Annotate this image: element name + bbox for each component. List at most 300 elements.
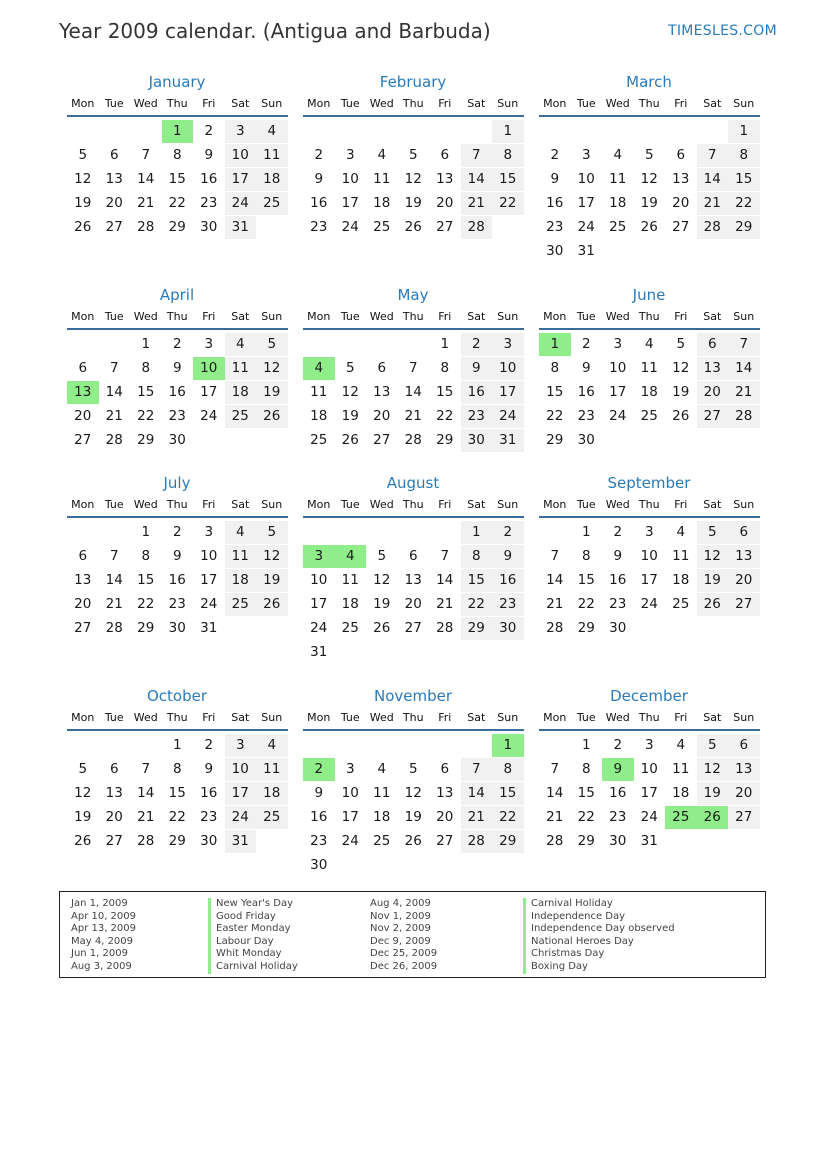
day-cell: 9 [550, 171, 560, 187]
week-row [67, 405, 289, 429]
day-cell: 10 [341, 785, 359, 801]
weekday-label: Tue [340, 498, 360, 511]
weekday-label: Fri [438, 310, 452, 323]
day-cell: 25 [373, 219, 391, 235]
day-cell: 30 [492, 617, 524, 640]
week-row [539, 545, 761, 569]
day-cell: 30 [168, 620, 186, 636]
week-row [303, 758, 525, 782]
header-divider [303, 328, 524, 330]
day-cell: 19 [256, 381, 288, 404]
holiday-day-cell: 1 [539, 333, 571, 356]
empty-cell [461, 120, 493, 143]
week-row [303, 569, 525, 593]
day-cell: 21 [105, 408, 123, 424]
day-cell: 6 [109, 761, 119, 777]
day-cell: 15 [168, 171, 186, 187]
weekday-label: Sun [497, 711, 519, 724]
weekday-label: Sun [497, 310, 519, 323]
day-cell: 9 [172, 548, 182, 564]
day-cell: 4 [225, 333, 257, 356]
day-cell: 10 [492, 357, 524, 380]
day-cell: 30 [609, 620, 627, 636]
weekday-label: Fri [202, 97, 216, 110]
legend-names-right [523, 898, 675, 974]
day-cell: 28 [546, 620, 564, 636]
day-cell: 15 [137, 572, 155, 588]
day-cell: 8 [581, 548, 591, 564]
weekday-label: Tue [340, 711, 360, 724]
weekday-label: Thu [402, 711, 424, 724]
weekday-label: Fri [674, 711, 688, 724]
day-cell: 13 [728, 758, 760, 781]
empty-cell [303, 120, 335, 143]
empty-cell [366, 333, 398, 356]
day-cell: 11 [256, 144, 288, 167]
week-row [303, 120, 525, 144]
empty-cell [366, 734, 398, 757]
day-cell: 3 [225, 734, 257, 757]
holiday-day-cell: 4 [303, 357, 335, 380]
header-divider [539, 328, 760, 330]
site-brand-link[interactable]: TIMESLES.COM [668, 23, 777, 39]
empty-cell [67, 333, 99, 356]
day-cell: 9 [581, 360, 591, 376]
day-cell: 30 [546, 243, 564, 259]
holiday-day-cell: 26 [697, 806, 729, 829]
empty-cell [539, 734, 571, 757]
day-cell: 9 [314, 171, 324, 187]
weekday-label: Sat [703, 498, 722, 511]
week-row [303, 641, 525, 665]
month-name: July [163, 474, 191, 492]
day-cell: 10 [577, 171, 595, 187]
day-cell: 18 [609, 195, 627, 211]
day-cell: 9 [492, 545, 524, 568]
week-row [67, 593, 289, 617]
day-cell: 28 [728, 405, 760, 428]
day-cell: 19 [672, 384, 690, 400]
day-cell: 20 [436, 809, 454, 825]
day-cell: 24 [225, 192, 257, 215]
day-cell: 14 [461, 168, 493, 191]
legend-date: Dec 25, 2009 [370, 948, 438, 960]
week-row [303, 168, 525, 192]
day-cell: 16 [310, 195, 328, 211]
day-cell: 5 [256, 521, 288, 544]
day-cell: 23 [577, 408, 595, 424]
week-row [539, 240, 761, 264]
day-cell: 1 [141, 336, 151, 352]
weekday-label: Wed [369, 97, 394, 110]
weekday-header [539, 309, 761, 327]
day-cell: 29 [168, 833, 186, 849]
day-cell: 25 [672, 596, 690, 612]
empty-cell [303, 734, 335, 757]
weekday-label: Tue [104, 498, 124, 511]
weekday-header [67, 497, 289, 515]
day-cell: 24 [609, 408, 627, 424]
day-cell: 16 [168, 384, 186, 400]
day-cell: 16 [492, 569, 524, 592]
day-cell: 16 [461, 381, 493, 404]
legend-holiday-name: Independence Day observed [523, 923, 675, 936]
legend-holiday-name: Labour Day [208, 936, 298, 949]
week-row [539, 521, 761, 545]
day-cell: 18 [373, 195, 391, 211]
week-row [303, 144, 525, 168]
day-cell: 13 [436, 171, 454, 187]
month-name: October [146, 687, 208, 705]
day-cell: 12 [74, 785, 92, 801]
week-row [539, 782, 761, 806]
empty-cell [697, 830, 729, 853]
weekday-label: Thu [166, 310, 188, 323]
weekday-label: Sun [733, 711, 755, 724]
day-cell: 20 [74, 596, 92, 612]
weekday-header [67, 96, 289, 114]
day-cell: 11 [225, 545, 257, 568]
day-cell: 29 [168, 219, 186, 235]
empty-cell [99, 120, 131, 143]
empty-cell [539, 521, 571, 544]
day-cell: 3 [644, 737, 654, 753]
day-cell: 14 [697, 168, 729, 191]
empty-cell [634, 120, 666, 143]
month-name: January [148, 73, 206, 91]
day-cell: 15 [577, 785, 595, 801]
day-cell: 22 [436, 408, 454, 424]
day-cell: 10 [609, 360, 627, 376]
legend-date: Jan 1, 2009 [71, 898, 128, 909]
empty-cell [366, 120, 398, 143]
day-cell: 30 [200, 219, 218, 235]
day-cell: 11 [256, 758, 288, 781]
empty-cell [665, 617, 697, 640]
week-row [303, 734, 525, 758]
week-row [67, 806, 289, 830]
day-cell: 2 [613, 737, 623, 753]
weekday-header [539, 96, 761, 114]
weekday-label: Sun [261, 498, 283, 511]
day-cell: 18 [672, 785, 690, 801]
weekday-label: Tue [340, 310, 360, 323]
day-cell: 29 [436, 432, 454, 448]
week-row [539, 758, 761, 782]
day-cell: 16 [609, 572, 627, 588]
day-cell: 11 [640, 360, 658, 376]
weekday-label: Sun [733, 310, 755, 323]
day-cell: 28 [137, 219, 155, 235]
legend-holiday-name: Easter Monday [208, 923, 298, 936]
weekday-label: Wed [605, 97, 630, 110]
header-divider [67, 328, 288, 330]
empty-cell [303, 333, 335, 356]
day-cell: 5 [408, 761, 418, 777]
day-cell: 16 [200, 785, 218, 801]
month-name: March [626, 73, 672, 91]
empty-cell [256, 617, 288, 640]
header-divider [303, 729, 524, 731]
day-cell: 8 [141, 360, 151, 376]
day-cell: 23 [168, 596, 186, 612]
day-cell: 26 [373, 620, 391, 636]
day-cell: 10 [225, 758, 257, 781]
empty-cell [303, 521, 335, 544]
day-cell: 21 [137, 195, 155, 211]
empty-cell [335, 854, 367, 877]
day-cell: 16 [609, 785, 627, 801]
empty-cell [67, 521, 99, 544]
empty-cell [130, 120, 162, 143]
day-cell: 29 [137, 432, 155, 448]
day-cell: 26 [74, 219, 92, 235]
week-row [303, 617, 525, 641]
day-cell: 27 [728, 806, 760, 829]
day-cell: 13 [436, 785, 454, 801]
weekday-label: Sat [703, 97, 722, 110]
month-november [303, 686, 525, 878]
day-cell: 8 [492, 758, 524, 781]
weekday-label: Mon [71, 310, 95, 323]
day-cell: 25 [640, 408, 658, 424]
day-cell: 14 [137, 171, 155, 187]
day-cell: 15 [492, 168, 524, 191]
day-cell: 7 [550, 548, 560, 564]
weekday-header [67, 710, 289, 728]
day-cell: 17 [200, 384, 218, 400]
empty-cell [728, 617, 760, 640]
day-cell: 12 [697, 758, 729, 781]
day-cell: 24 [492, 405, 524, 428]
week-row [539, 168, 761, 192]
weekday-label: Wed [605, 310, 630, 323]
day-cell: 4 [676, 737, 686, 753]
day-cell: 16 [546, 195, 564, 211]
day-cell: 8 [550, 360, 560, 376]
legend-date: Nov 1, 2009 [370, 910, 431, 922]
day-cell: 14 [105, 384, 123, 400]
day-cell: 4 [377, 761, 387, 777]
day-cell: 8 [172, 761, 182, 777]
week-row [67, 429, 289, 453]
month-june [539, 285, 761, 453]
day-cell: 3 [644, 524, 654, 540]
weekday-label: Mon [307, 498, 331, 511]
weekday-label: Mon [307, 310, 331, 323]
holiday-legend [59, 891, 766, 978]
empty-cell [665, 120, 697, 143]
week-row [67, 216, 289, 240]
day-cell: 11 [310, 384, 328, 400]
day-cell: 20 [373, 408, 391, 424]
day-cell: 14 [546, 572, 564, 588]
day-cell: 4 [377, 147, 387, 163]
day-cell: 8 [440, 360, 450, 376]
day-cell: 14 [436, 572, 454, 588]
day-cell: 10 [640, 548, 658, 564]
day-cell: 27 [436, 833, 454, 849]
week-row [67, 758, 289, 782]
month-april [67, 285, 289, 453]
day-cell: 29 [728, 216, 760, 239]
day-cell: 3 [225, 120, 257, 143]
day-cell: 15 [436, 384, 454, 400]
day-cell: 21 [461, 806, 493, 829]
week-row [303, 521, 525, 545]
month-name: December [610, 687, 688, 705]
day-cell: 17 [225, 782, 257, 805]
day-cell: 15 [728, 168, 760, 191]
day-cell: 14 [404, 384, 422, 400]
weekday-label: Wed [133, 711, 158, 724]
day-cell: 31 [492, 429, 524, 452]
weekday-label: Fri [674, 310, 688, 323]
day-cell: 11 [672, 548, 690, 564]
day-cell: 30 [609, 833, 627, 849]
weekday-label: Fri [438, 97, 452, 110]
day-cell: 7 [550, 761, 560, 777]
legend-holiday-name: National Heroes Day [523, 936, 675, 949]
weekday-label: Tue [104, 711, 124, 724]
day-cell: 22 [728, 192, 760, 215]
day-cell: 18 [640, 384, 658, 400]
day-cell: 2 [314, 147, 324, 163]
month-name: August [386, 474, 440, 492]
legend-holiday-name: Independence Day [523, 911, 675, 924]
empty-cell [99, 734, 131, 757]
day-cell: 21 [697, 192, 729, 215]
day-cell: 28 [697, 216, 729, 239]
day-cell: 14 [105, 572, 123, 588]
day-cell: 14 [728, 357, 760, 380]
day-cell: 28 [404, 432, 422, 448]
empty-cell [665, 240, 697, 263]
week-row [67, 120, 289, 144]
day-cell: 10 [200, 548, 218, 564]
day-cell: 22 [137, 408, 155, 424]
weekday-label: Thu [402, 310, 424, 323]
week-row [539, 617, 761, 641]
day-cell: 17 [225, 168, 257, 191]
day-cell: 20 [672, 195, 690, 211]
day-cell: 2 [172, 336, 182, 352]
weekday-label: Wed [605, 711, 630, 724]
empty-cell [602, 120, 634, 143]
day-cell: 19 [373, 596, 391, 612]
day-cell: 21 [105, 596, 123, 612]
day-cell: 17 [341, 809, 359, 825]
day-cell: 26 [256, 405, 288, 428]
day-cell: 15 [461, 569, 493, 592]
day-cell: 12 [404, 171, 422, 187]
day-cell: 26 [404, 219, 422, 235]
day-cell: 31 [310, 644, 328, 660]
day-cell: 8 [581, 761, 591, 777]
weekday-label: Sun [261, 97, 283, 110]
day-cell: 28 [105, 620, 123, 636]
day-cell: 1 [461, 521, 493, 544]
day-cell: 11 [373, 171, 391, 187]
day-cell: 14 [546, 785, 564, 801]
empty-cell [67, 120, 99, 143]
day-cell: 23 [492, 593, 524, 616]
empty-cell [492, 854, 524, 877]
day-cell: 9 [613, 548, 623, 564]
day-cell: 23 [461, 405, 493, 428]
day-cell: 25 [341, 620, 359, 636]
week-row [67, 782, 289, 806]
day-cell: 27 [74, 620, 92, 636]
weekday-label: Mon [543, 498, 567, 511]
day-cell: 23 [200, 195, 218, 211]
empty-cell [398, 854, 430, 877]
legend-dates-left [71, 898, 136, 974]
weekday-label: Sat [467, 711, 486, 724]
day-cell: 30 [577, 432, 595, 448]
empty-cell [571, 120, 603, 143]
day-cell: 20 [436, 195, 454, 211]
day-cell: 18 [373, 809, 391, 825]
day-cell: 10 [310, 572, 328, 588]
week-row [67, 734, 289, 758]
day-cell: 6 [78, 548, 88, 564]
day-cell: 5 [377, 548, 387, 564]
day-cell: 1 [172, 737, 182, 753]
month-october [67, 686, 289, 854]
day-cell: 27 [105, 833, 123, 849]
day-cell: 18 [256, 782, 288, 805]
day-cell: 29 [492, 830, 524, 853]
week-row [539, 405, 761, 429]
weekday-label: Sun [261, 310, 283, 323]
empty-cell [697, 240, 729, 263]
day-cell: 7 [141, 147, 151, 163]
day-cell: 27 [373, 432, 391, 448]
weekday-header [67, 309, 289, 327]
day-cell: 30 [200, 833, 218, 849]
day-cell: 20 [728, 569, 760, 592]
day-cell: 20 [404, 596, 422, 612]
day-cell: 19 [697, 569, 729, 592]
day-cell: 11 [672, 761, 690, 777]
weekday-header [539, 497, 761, 515]
empty-cell [492, 216, 524, 239]
weekday-label: Sun [497, 498, 519, 511]
month-february [303, 72, 525, 240]
day-cell: 12 [404, 785, 422, 801]
weekday-label: Sun [497, 97, 519, 110]
month-september [539, 473, 761, 641]
header-divider [67, 115, 288, 117]
day-cell: 13 [404, 572, 422, 588]
day-cell: 7 [461, 758, 493, 781]
day-cell: 12 [640, 171, 658, 187]
day-cell: 15 [546, 384, 564, 400]
day-cell: 26 [256, 593, 288, 616]
day-cell: 3 [581, 147, 591, 163]
day-cell: 10 [640, 761, 658, 777]
week-row [67, 192, 289, 216]
empty-cell [366, 521, 398, 544]
day-cell: 26 [672, 408, 690, 424]
day-cell: 22 [577, 809, 595, 825]
day-cell: 18 [341, 596, 359, 612]
legend-date: Nov 2, 2009 [370, 923, 431, 935]
day-cell: 16 [310, 809, 328, 825]
weekday-header [303, 497, 525, 515]
day-cell: 23 [310, 219, 328, 235]
